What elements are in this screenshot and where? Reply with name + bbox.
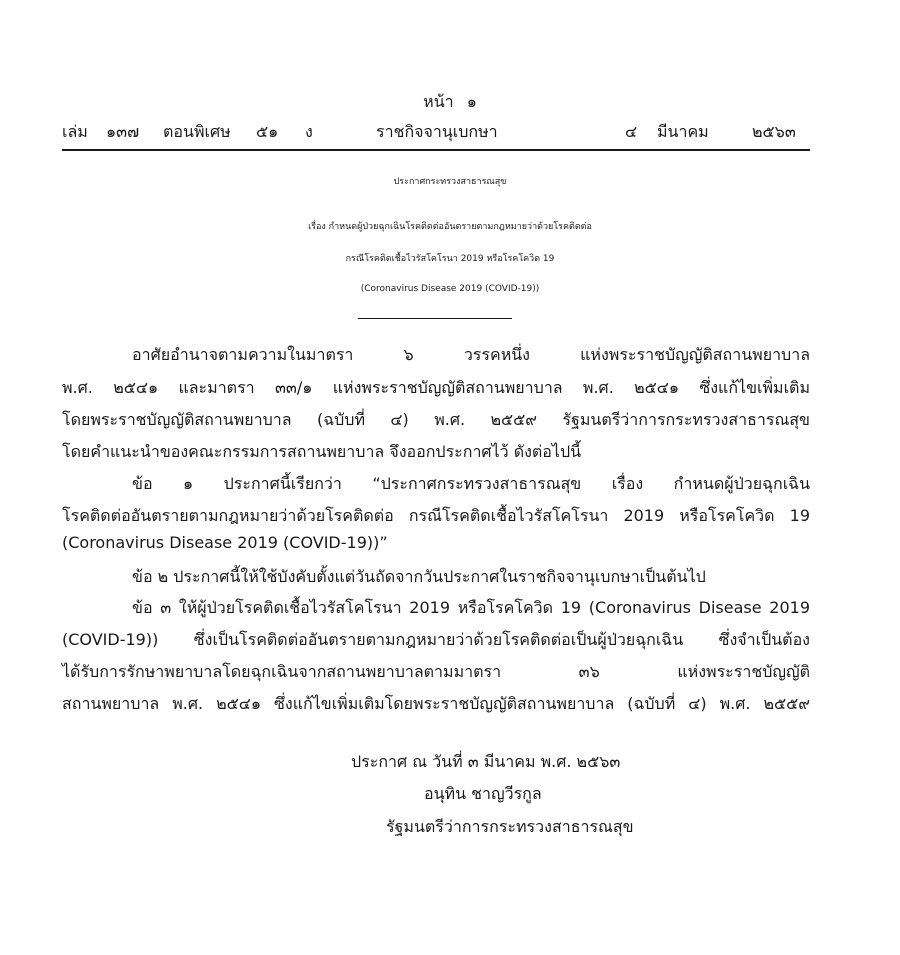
clause-3-line: ข้อ ๓ ให้ผู้ป่วยโรคติดเชื้อไวรัสโคโรนา 2019 หรือโรคโควิด 19 (Coronavirus Disease 2019 [132, 598, 810, 617]
header-date-year: ๒๕๖๓ [752, 122, 796, 141]
clause-1-line: (Coronavirus Disease 2019 (COVID-19))” [62, 533, 388, 552]
body-line: อาศัยอำนาจตามความในมาตรา ๖ วรรคหนึ่ง แห่งพระราชบัญญัติสถานพยาบาล [132, 345, 810, 364]
clause-2-line: ข้อ ๒ ประกาศนี้ให้ใช้บังคับตั้งแต่วันถัดจากวันประกาศในราชกิจจานุเบกษาเป็นต้นไป [132, 567, 706, 586]
gazette-name: ราชกิจจานุเบกษา [376, 122, 498, 141]
page-word: หน้า [423, 92, 454, 111]
section-label: ตอนพิเศษ [163, 122, 231, 141]
header-date-day: ๔ [625, 122, 638, 141]
header-rule [62, 149, 810, 151]
page-number-value: ๑ [466, 92, 477, 111]
announcement-title: ประกาศกระทรวงสาธารณสุข [393, 177, 507, 187]
body-line: โดยคำแนะนำของคณะกรรมการสถานพยาบาล จึงออกประกาศไว้ ดังต่อไปนี้ [62, 442, 582, 461]
subject-line-1: เรื่อง กำหนดผู้ป่วยฉุกเฉินโรคติดต่ออันตรายตามกฎหมายว่าด้วยโรคติดต่อ [308, 222, 592, 232]
signatory-name: อนุทิน ชาญวีรกูล [424, 784, 542, 803]
body-line: พ.ศ. ๒๕๔๑ และมาตรา ๓๓/๑ แห่งพระราชบัญญัติสถานพยาบาล พ.ศ. ๒๕๔๑ ซึ่งแก้ไขเพิ่มเติม [62, 378, 810, 397]
subject-line-2: กรณีโรคติดเชื้อไวรัสโคโรนา 2019 หรือโรคโควิด 19 [345, 254, 555, 264]
page-number [0, 90, 900, 115]
section-number: ๕๑ [256, 122, 279, 141]
clause-1-line: ข้อ ๑ ประกาศนี้เรียกว่า “ประกาศกระทรวงสาธารณสุข เรื่อง กำหนดผู้ป่วยฉุกเฉิน [132, 474, 810, 493]
subject-line-3: (Coronavirus Disease 2019 (COVID-19)) [360, 284, 540, 294]
volume-label: เล่ม [62, 122, 88, 141]
clause-3-line: ได้รับการรักษาพยาบาลโดยฉุกเฉินจากสถานพยาบาลตามมาตรา ๓๖ แห่งพระราชบัญญัติ [62, 662, 810, 681]
clause-1-line: โรคติดต่ออันตรายตามกฎหมายว่าด้วยโรคติดต่อ กรณีโรคติดเชื้อไวรัสโคโรนา 2019 หรือโรคโควิด 19 [62, 506, 810, 525]
signatory-position: รัฐมนตรีว่าการกระทรวงสาธารณสุข [386, 817, 634, 836]
clause-3-line: (COVID-19)) ซึ่งเป็นโรคติดต่ออันตรายตามกฎหมายว่าด้วยโรคติดต่อเป็นผู้ป่วยฉุกเฉิน ซึ่งจำเป็นต้อง [62, 630, 810, 649]
title-divider [358, 318, 512, 319]
clause-3-line: สถานพยาบาล พ.ศ. ๒๕๔๑ ซึ่งแก้ไขเพิ่มเติมโดยพระราชบัญญัติสถานพยาบาล (ฉบับที่ ๔) พ.ศ. ๒๕๕๙ [62, 694, 810, 713]
header-date-month: มีนาคม [657, 122, 709, 141]
volume-number: ๑๓๗ [106, 122, 140, 141]
announcement-date: ประกาศ ณ วันที่ ๓ มีนาคม พ.ศ. ๒๕๖๓ [351, 752, 621, 771]
body-line: โดยพระราชบัญญัติสถานพยาบาล (ฉบับที่ ๔) พ.ศ. ๒๕๕๙ รัฐมนตรีว่าการกระทรวงสาธารณสุข [62, 410, 810, 429]
section-letter: ง [305, 122, 313, 141]
